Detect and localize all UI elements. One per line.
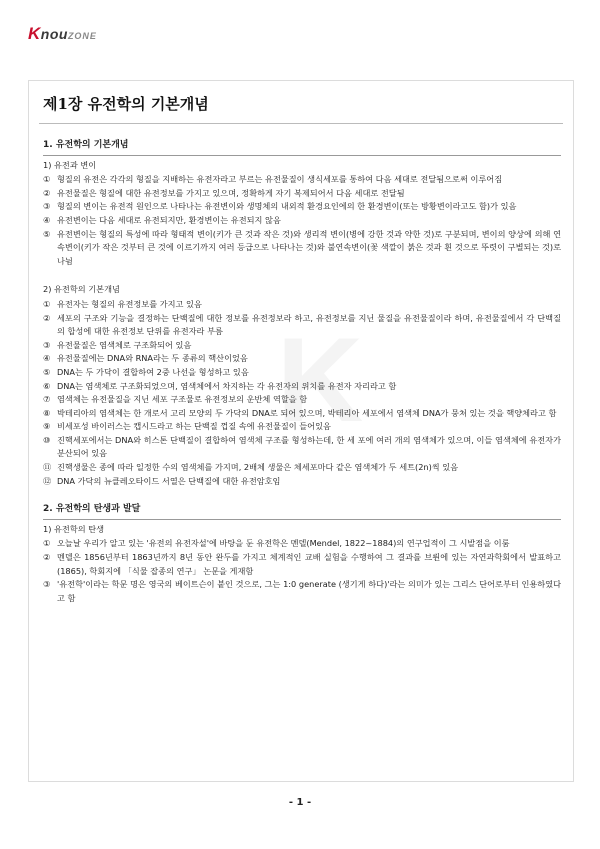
list-item-number: ③ <box>43 201 51 212</box>
list-item <box>43 578 561 605</box>
document-page <box>28 80 574 782</box>
list-item <box>43 187 561 201</box>
list-item-number: ④ <box>43 353 51 364</box>
list-item-number: ③ <box>43 579 51 590</box>
list-item-number: ⑨ <box>43 421 51 432</box>
list-item-number: ⑤ <box>43 228 51 239</box>
list-item-text: DNA 가닥의 뉴클레오타이드 서열은 단백질에 대한 유전암호임 <box>57 475 281 486</box>
list-item-number: ⑫ <box>43 475 52 486</box>
list-item-text: 유전변이는 형질의 특성에 따라 형태적 변이(키가 큰 것과 작은 것)와 생리적 변이(병에 강한 것과 약한 것)로 구분되며, 변이의 양상에 의해 연속변이(키가 작은 것부터 큰 것에 이르기까지 여러 등급으로 나타나는 것)와 불연속변이(꽃 색깔이 붉은 것과 흰 것으로 뚜렷이 구별되는 것)로 나뉨 <box>57 228 561 266</box>
list-item-text: '유전학'이라는 학문 명은 영국의 베이트슨이 붙인 것으로, 그는 1:0 generate (생기게 하다)'라는 의미가 있는 그리스 단어로부터 인용하였다고 함 <box>57 579 561 603</box>
list-item-number: ⑪ <box>43 462 52 473</box>
list-item-text: 유전물질에는 DNA와 RNA라는 두 종류의 핵산이었음 <box>57 353 248 364</box>
subsection-heading: 2) 유전학의 기본개념 <box>43 284 120 295</box>
list-item <box>43 366 561 380</box>
list-item <box>43 298 561 312</box>
list-item-text: 비세포성 바이러스는 캡시드라고 하는 단백질 껍질 속에 유전물질이 들어있음 <box>57 421 331 432</box>
list-item-text: 유전변이는 다음 세대로 유전되지만, 환경변이는 유전되지 않음 <box>57 214 281 225</box>
list-item <box>43 551 561 578</box>
list-item <box>43 339 561 353</box>
section-divider <box>43 155 561 156</box>
page-number: - 1 - <box>288 797 312 808</box>
list-item-text: 세포의 구조와 기능을 결정하는 단백질에 대한 정보를 유전정보라 하고, 유전정보를 지닌 물질을 유전물질이라 하며, 유전물질에서 각 단백질의 합성에 대한 유전정보 단위를 유전자라 부름 <box>57 312 561 337</box>
list-item <box>43 352 561 366</box>
list-item <box>43 393 561 407</box>
subsection-heading: 1) 유전학의 탄생 <box>43 523 105 534</box>
list-item <box>43 420 561 434</box>
list-item-text: 진핵세포에서는 DNA와 히스톤 단백질이 결합하여 염색체 구조를 형성하는데, 한 세 포에 여러 개의 염색체가 있으며, 이들 염색체에 유전자가 분산되어 있음 <box>57 434 561 459</box>
list-item-number: ④ <box>43 214 51 225</box>
subsection-spacer <box>43 268 561 281</box>
list-item-number: ⑥ <box>43 380 51 391</box>
logo-text: nou <box>40 26 68 42</box>
list-item <box>43 312 561 339</box>
list-item-text: 박테리아의 염색체는 한 개로서 고리 모양의 두 가닥의 DNA로 되어 있으며, 박테리아 세포에서 염색체 DNA가 뭉쳐 있는 것을 핵양체라고 함 <box>57 407 557 418</box>
list-item-number: ① <box>43 174 51 185</box>
list-item <box>43 200 561 214</box>
section-divider <box>43 519 561 520</box>
list-item <box>43 173 561 187</box>
list-item <box>43 214 561 228</box>
list-item-text: 진핵생물은 종에 따라 일정한 수의 염색체를 가지며, 2배체 생물은 체세포마다 같은 염색체가 두 세트(2n)씩 있음 <box>57 462 459 473</box>
list-item-text: 염색체는 유전물질을 지닌 세포 구조물로 유전정보의 운반체 역할을 함 <box>57 394 308 405</box>
section-spacer <box>43 488 561 501</box>
watermark-logo: K <box>276 313 364 447</box>
list-item-number: ⑧ <box>43 407 51 418</box>
list-item-number: ② <box>43 312 51 323</box>
list-item <box>43 537 561 551</box>
subsection-heading: 1) 유전과 변이 <box>43 159 97 170</box>
list-item-text: DNA는 염색체로 구조화되었으며, 염색체에서 차지하는 각 유전자의 위치를 유전자 자리라고 함 <box>57 380 397 391</box>
list-item-text: 유전물질은 염색체로 구조화되어 있음 <box>57 339 192 350</box>
list-item-text: DNA는 두 가닥이 결합하여 2중 나선을 형성하고 있음 <box>57 366 249 377</box>
list-item <box>43 434 561 461</box>
list-item <box>43 228 561 269</box>
list-item-number: ⑦ <box>43 394 51 405</box>
list-item-text: 유전물질은 형질에 대한 유전정보를 가지고 있으며, 정확하게 자기 복제되어서 다음 세대로 전달됨 <box>57 187 405 198</box>
list-item-text: 멘델은 1856년부터 1863년까지 8년 동안 완두를 가지고 체계적인 교배 실험을 수행하여 그 결과를 브륀에 있는 자연과학회에서 발표하고(1865), 학회지에 「식물 잡종의 연구」 논문을 게재함 <box>57 552 561 576</box>
document-body <box>43 137 561 605</box>
title-divider <box>39 123 563 124</box>
knouzone-logo <box>28 24 97 44</box>
list-item <box>43 380 561 394</box>
list-item-number: ② <box>43 187 51 198</box>
list-item <box>43 475 561 489</box>
list-item-number: ⑩ <box>43 434 51 445</box>
list-item-number: ⑤ <box>43 366 51 377</box>
list-item-number: ② <box>43 552 51 563</box>
list-item-text: 형질의 변이는 유전적 원인으로 나타나는 유전변이와 생명체의 내외적 환경요인에의 한 환경변이(또는 방황변이라고도 함)가 있음 <box>57 201 517 212</box>
list-item-number: ① <box>43 538 51 549</box>
page-title: 제1장 유전학의 기본개념 <box>43 95 209 113</box>
list-item-text: 유전자는 형질의 유전정보를 가지고 있음 <box>57 298 202 309</box>
section-heading: 1. 유전학의 기본개념 <box>43 140 129 150</box>
list-item <box>43 461 561 475</box>
list-item-text: 형질의 유전은 각각의 형질을 지배하는 유전자라고 부르는 유전물질이 생식세포를 통하여 다음 세대로 전달됨으로써 이루어짐 <box>57 174 503 185</box>
list-item-number: ① <box>43 298 51 309</box>
logo-letter-k: K <box>28 24 41 43</box>
list-item-text: 오늘날 우리가 알고 있는 '유전의 유전자설'에 바탕을 둔 유전학은 멘델(Mendel, 1822~1884)의 연구업적이 그 시발점을 이룸 <box>57 538 510 549</box>
logo-zone-text: ZONE <box>67 31 97 41</box>
section-heading: 2. 유전학의 탄생과 발달 <box>43 504 141 515</box>
list-item <box>43 407 561 421</box>
list-item-number: ③ <box>43 339 51 350</box>
